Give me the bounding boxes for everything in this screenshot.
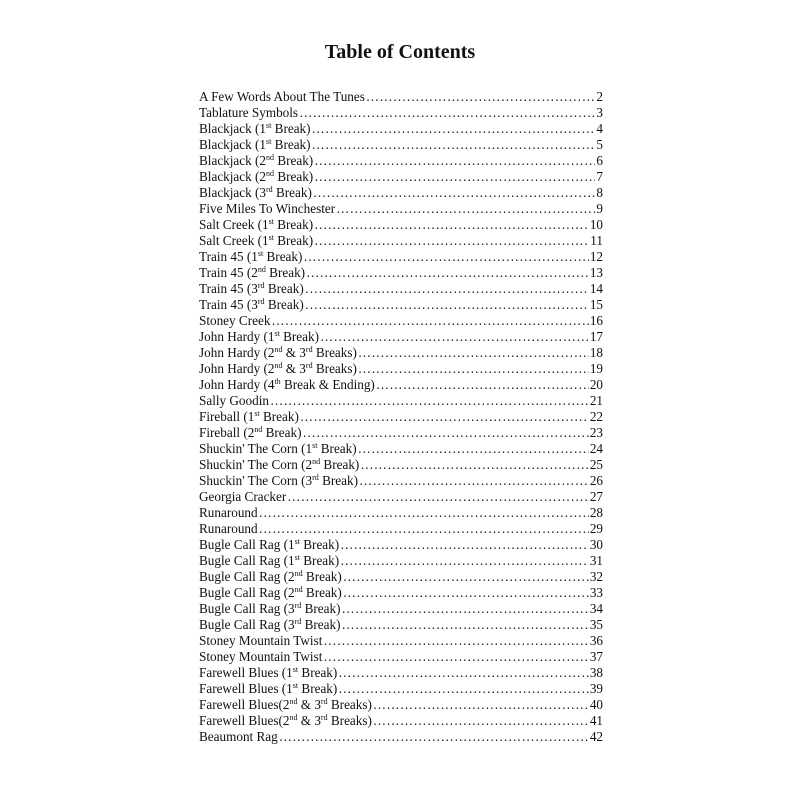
toc-entry-title-text: A Few Words About The Tunes [199,89,365,104]
dot-leader [320,329,589,345]
toc-entry-page-number: 2 [596,89,603,104]
toc-entry-title [199,537,339,553]
dot-leader [358,441,589,457]
toc-entry-title [199,425,302,441]
toc-entry-page-number: 29 [589,521,603,536]
toc-entry [199,217,603,233]
toc-entry-title [199,521,258,537]
toc-entry [199,233,603,249]
toc-entry-title-text: Break) [299,537,340,552]
dot-leader [312,137,596,153]
ordinal-suffix: nd [257,265,266,274]
toc-entry-title-text: & 3 [282,361,306,376]
dot-leader [338,681,589,697]
toc-entry [199,425,603,441]
toc-entry-page-number: 5 [596,137,603,152]
ordinal-suffix: nd [274,345,283,354]
toc-entry [199,185,603,201]
page-title: Table of Contents [324,41,476,63]
dot-leader [287,489,589,505]
toc-entry-title [199,697,372,713]
toc-entry-page-number: 39 [589,681,603,696]
toc-entry-title [199,377,375,393]
ordinal-suffix: rd [294,617,302,626]
toc-entry-page-number: 22 [589,409,603,424]
toc-entry-page-number: 35 [589,617,603,632]
toc-entry-title [199,105,298,121]
toc-entry-title-text: & 3 [282,345,306,360]
dot-leader [358,345,589,361]
toc-entry-title-text: Breaks) [312,361,357,376]
toc-entry-page-number: 34 [589,601,603,616]
toc-entry-title-text: Runaround [199,521,258,536]
toc-entry-page-number: 37 [589,649,603,664]
toc-entry-title-text: Stoney Creek [199,313,271,328]
toc-entry [199,361,603,377]
ordinal-suffix: nd [294,585,303,594]
toc-entry-title-text: Farewell Blues(2 [199,713,290,728]
ordinal-suffix: st [266,137,272,146]
toc-entry-page-number: 10 [589,217,603,232]
toc-entry-title-text: Breaks) [327,697,372,712]
ordinal-suffix: st [257,249,264,258]
toc-entry-page-number: 26 [589,473,603,488]
toc-entry-title-text: Break) [298,681,338,696]
toc-entry [199,553,603,569]
toc-entry-page-number: 3 [596,105,603,120]
ordinal-suffix: nd [274,361,283,370]
dot-leader [305,281,589,297]
toc-entry-title-text: Farewell Blues (1 [199,665,293,680]
toc-entry-title-text: Break) [273,217,314,232]
toc-entry-title [199,553,339,569]
toc-entry-page-number: 6 [596,153,603,168]
ordinal-suffix: st [294,537,300,546]
ordinal-suffix: rd [257,281,265,290]
dot-leader [340,537,589,553]
toc-entry-title [199,457,359,473]
toc-entry-title-text: Break) [299,553,340,568]
toc-entry-title [199,729,278,745]
toc-entry-title-text: Break) [301,617,341,632]
toc-entry-title-text: Farewell Blues(2 [199,697,290,712]
toc-entry [199,313,603,329]
toc-entry [199,297,603,313]
toc-entry-title [199,473,358,489]
toc-entry-title [199,137,311,153]
toc-entry [199,409,603,425]
toc-entry [199,377,603,393]
dot-leader [336,201,595,217]
toc-entry-title-text: Break) [271,137,311,152]
toc-entry-title-text: Break) [279,329,319,344]
ordinal-suffix: st [254,409,260,418]
toc-entry-title-text: Break) [302,569,342,584]
toc-entry-title [199,89,365,105]
toc-entry-title [199,681,337,697]
toc-entry-title [199,633,322,649]
toc-entry-page-number: 32 [589,569,603,584]
toc-entry-title-text: Georgia Cracker [199,489,287,504]
toc-entry-title [199,601,340,617]
ordinal-suffix: nd [312,457,321,466]
toc-entry-title-text: Bugle Call Rag (3 [199,617,295,632]
toc-entry-title-text: Break) [259,409,299,424]
toc-entry-title-text: Break) [301,601,341,616]
toc-entry [199,281,603,297]
dot-leader [358,361,589,377]
toc-entry-title [199,201,335,217]
toc-entry [199,249,603,265]
ordinal-suffix: rd [266,185,273,194]
toc-entry-title-text: Salt Creek (1 [199,233,269,248]
toc-entry-title [199,265,305,281]
toc-entry-title [199,329,319,345]
toc-entry-title [199,249,302,265]
toc-entry-title-text: John Hardy (2 [199,361,275,376]
dot-leader [306,265,589,281]
dot-leader [359,473,589,489]
dot-leader [259,521,589,537]
ordinal-suffix: nd [266,169,275,178]
toc-entry-title [199,185,312,201]
dot-leader [313,185,596,201]
ordinal-suffix: st [294,553,300,562]
toc-entry-title [199,505,258,521]
ordinal-suffix: st [274,329,280,338]
toc-entry-title-text: Breaks) [312,345,357,360]
toc-entry-title-text: John Hardy (2 [199,345,275,360]
ordinal-suffix: st [268,233,274,242]
dot-leader [300,409,589,425]
dot-leader [373,697,589,713]
ordinal-suffix: rd [294,601,302,610]
toc-entry-page-number: 30 [589,537,603,552]
toc-entry-page-number: 8 [596,185,603,200]
toc-entry-title-text: Bugle Call Rag (1 [199,537,295,552]
dot-leader [343,585,589,601]
toc-entry-page-number: 18 [589,345,603,360]
toc-entry [199,633,603,649]
ordinal-suffix: st [312,441,318,450]
toc-entry-title-text: Train 45 (3 [199,297,258,312]
toc-entry-title-text: Blackjack (3 [199,185,267,200]
toc-entry-page-number: 19 [589,361,603,376]
toc-entry-title-text: Five Miles To Winchester [199,201,336,216]
toc-entry [199,521,603,537]
toc-entry-page-number: 36 [589,633,603,648]
toc-entry [199,537,603,553]
dot-leader [314,217,589,233]
toc-entry-title [199,665,337,681]
dot-leader [366,89,596,105]
toc-entry-title [199,489,286,505]
toc-entry-title-text: Break) [272,185,312,200]
toc-entry-title-text: Bugle Call Rag (1 [199,553,295,568]
toc-entry-title-text: Break) [265,265,306,280]
toc-entry-title [199,393,269,409]
toc-entry-title-text: Shuckin' The Corn (2 [199,457,313,472]
toc-entry-title-text: Blackjack (2 [199,153,267,168]
toc-entry-title-text: Break) [264,281,304,296]
toc-entry-page-number: 28 [589,505,603,520]
toc-entry-title [199,153,313,169]
dot-leader [323,633,588,649]
dot-leader [299,105,595,121]
toc-entry-title-text: & 3 [297,697,321,712]
toc-entry [199,665,603,681]
ordinal-suffix: rd [320,713,328,722]
dot-leader [303,425,589,441]
toc-entry-title-text: Stoney Mountain Twist [199,633,323,648]
toc-entry-title [199,713,372,729]
toc-entry-title [199,585,342,601]
toc-entry-title-text: Bugle Call Rag (2 [199,585,295,600]
toc-entry [199,105,603,121]
toc-entry-title-text: Train 45 (1 [199,249,258,264]
toc-entry-page-number: 17 [589,329,603,344]
toc-entry-title-text: Beaumont Rag [199,729,278,744]
toc-entry-title-text: Break) [273,233,314,248]
toc-entry-page-number: 14 [589,281,603,296]
ordinal-suffix: rd [257,297,265,306]
dot-leader [314,233,589,249]
dot-leader [259,505,589,521]
toc-entry [199,265,603,281]
toc-entry-title-text: John Hardy (1 [199,329,275,344]
toc-entry-page-number: 27 [589,489,603,504]
dot-leader [340,553,589,569]
toc-entry-title [199,233,313,249]
toc-entry-page-number: 23 [589,425,603,440]
toc-entry-title-text: Break) [320,457,360,472]
toc-entry [199,137,603,153]
dot-leader [338,665,589,681]
toc-entry [199,617,603,633]
toc-entry [199,457,603,473]
toc-entry-title-text: Break & Ending) [280,377,375,392]
toc-entry-title-text: Tablature Symbols [199,105,299,120]
toc-entry-page-number: 15 [589,297,603,312]
toc-entry-page-number: 11 [590,233,603,248]
ordinal-suffix: st [292,665,299,674]
toc-entry-title-text: Salt Creek (1 [199,217,269,232]
toc-entry-page-number: 33 [589,585,603,600]
toc-entry-page-number: 25 [589,457,603,472]
toc-entry [199,569,603,585]
toc-entry [199,505,603,521]
toc-entry [199,649,603,665]
toc-entry-title-text: Fireball (1 [199,409,255,424]
toc-entry [199,713,603,729]
toc-entry-title-text: Break) [302,585,342,600]
toc-entry [199,729,603,745]
dot-leader [305,297,589,313]
toc-entry-title-text: Break) [271,121,311,136]
toc-entry-title [199,297,304,313]
toc-entry-title [199,569,342,585]
dot-leader [314,169,595,185]
ordinal-suffix: st [268,217,274,226]
toc-entry-title [199,217,313,233]
toc-entry-title [199,121,311,137]
toc-entry-title-text: Bugle Call Rag (2 [199,569,295,584]
toc-entry-title-text: Blackjack (2 [199,169,267,184]
dot-leader [343,569,589,585]
ordinal-suffix: rd [312,473,319,482]
ordinal-suffix: nd [289,713,298,722]
ordinal-suffix: nd [289,697,298,706]
dot-leader [373,713,589,729]
toc-entry-title-text: Blackjack (1 [199,137,267,152]
toc-entry-title [199,169,313,185]
toc-entry-title-text: Fireball (2 [199,425,255,440]
toc-entry-title-text: John Hardy (4 [199,377,275,392]
toc-entry-title [199,281,304,297]
toc-entry [199,201,603,217]
dot-leader [341,617,588,633]
toc-entry [199,601,603,617]
toc-entry-title-text: Stoney Mountain Twist [199,649,323,664]
toc-entry-page-number: 40 [589,697,603,712]
toc-entry-page-number: 38 [589,665,603,680]
toc-entry [199,489,603,505]
dot-leader [360,457,589,473]
toc-entry-page-number: 24 [589,441,603,456]
toc-entry [199,121,603,137]
ordinal-suffix: st [266,121,272,130]
toc-entry-page-number: 13 [589,265,603,280]
toc-entry-title [199,409,299,425]
toc-entry-page-number: 7 [596,169,603,184]
toc-entry-page-number: 12 [589,249,603,264]
toc-entry-title-text: Bugle Call Rag (3 [199,601,295,616]
toc-entry-title-text: Break) [262,425,302,440]
toc-entry-title-text: Sally Goodin [199,393,269,408]
toc-entry [199,441,603,457]
toc-entry [199,329,603,345]
toc-entry [199,697,603,713]
toc-entry-title-text: Train 45 (3 [199,281,258,296]
toc-entry-title-text: Break) [263,249,303,264]
ordinal-suffix: nd [254,425,263,434]
toc-entry-title-text: Break) [274,169,314,184]
toc-entry-title-text: Shuckin' The Corn (3 [199,473,313,488]
dot-leader [341,601,588,617]
toc-entry-page-number: 42 [589,729,603,744]
toc-entry [199,585,603,601]
dot-leader [314,153,595,169]
toc-entry-title-text: Shuckin' The Corn (1 [199,441,313,456]
dot-leader [279,729,589,745]
toc-entry [199,153,603,169]
toc-entry-title [199,441,357,457]
dot-leader [312,121,596,137]
toc-entry-title-text: Break) [264,297,304,312]
toc-entry [199,473,603,489]
dot-leader [303,249,588,265]
toc-entry [199,89,603,105]
ordinal-suffix: th [274,377,281,386]
toc-entry-title-text: Break) [317,441,357,456]
toc-entry-title-text: Runaround [199,505,258,520]
dot-leader [270,393,589,409]
toc-entry-title [199,649,322,665]
toc-entry [199,393,603,409]
toc-entry-title [199,345,357,361]
toc-entry-title-text: Farewell Blues (1 [199,681,293,696]
toc-entry-title [199,361,357,377]
dot-leader [323,649,588,665]
toc-entry-title [199,617,340,633]
toc-entry-title [199,313,270,329]
toc-entry [199,169,603,185]
ordinal-suffix: rd [320,697,328,706]
toc-entry-page-number: 41 [589,713,603,728]
ordinal-suffix: nd [294,569,303,578]
ordinal-suffix: st [292,681,299,690]
toc-entry-page-number: 20 [589,377,603,392]
toc-entry-title-text: & 3 [297,713,321,728]
dot-leader [271,313,588,329]
table-of-contents-list [199,89,603,745]
toc-entry-title-text: Blackjack (1 [199,121,267,136]
toc-entry-page-number: 9 [596,201,603,216]
toc-entry [199,681,603,697]
toc-entry-page-number: 21 [589,393,603,408]
ordinal-suffix: nd [266,153,275,162]
toc-entry-title-text: Breaks) [327,713,372,728]
toc-entry-title-text: Break) [318,473,358,488]
toc-entry-title-text: Break) [274,153,314,168]
dot-leader [376,377,589,393]
toc-entry [199,345,603,361]
ordinal-suffix: rd [305,361,313,370]
toc-entry-page-number: 16 [589,313,603,328]
toc-entry-title-text: Break) [298,665,338,680]
ordinal-suffix: rd [305,345,313,354]
toc-entry-title-text: Train 45 (2 [199,265,258,280]
toc-entry-page-number: 31 [589,553,603,568]
toc-entry-page-number: 4 [596,121,603,136]
